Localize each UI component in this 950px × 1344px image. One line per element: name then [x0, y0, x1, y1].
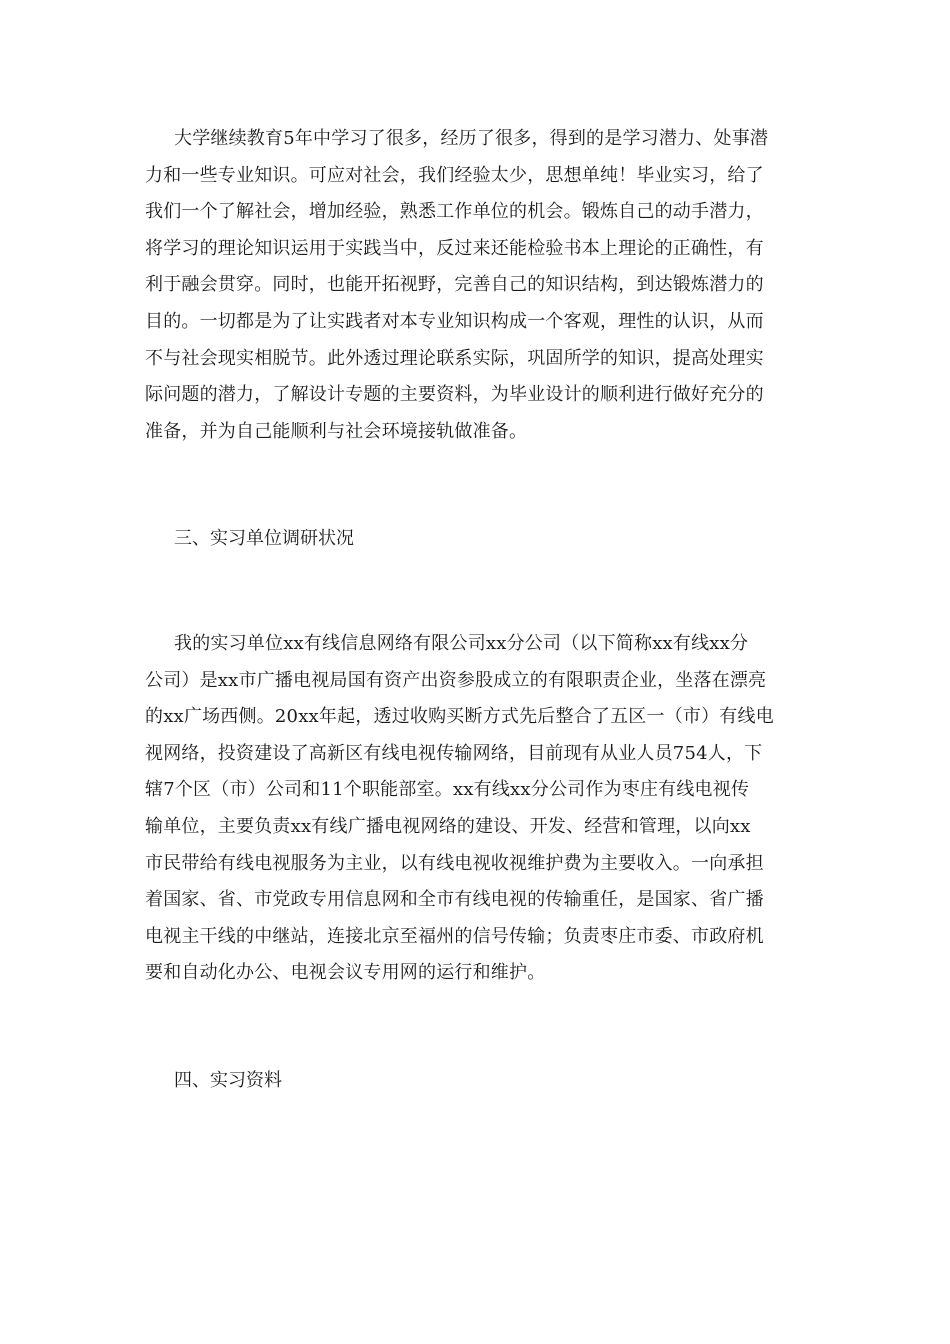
paragraph-line: 的xx广场西侧。20xx年起，透过收购买断方式先后整合了五区一（市）有线电	[145, 706, 774, 727]
paragraph-line: 辖7个区（市）公司和11个职能部室。xx有线xx分公司作为枣庄有线电视传	[145, 779, 750, 800]
paragraph-line: 视网络，投资建设了高新区有线电视传输网络，目前现有从业人员754人，下	[145, 743, 763, 764]
paragraph-line: 输单位，主要负责xx有线广播电视网络的建设、开发、经营和管理，以向xx	[145, 816, 751, 837]
paragraph-line: 力和一些专业知识。可应对社会，我们经验太少，思想单纯！毕业实习，给了	[145, 165, 764, 186]
paragraph-line: 大学继续教育5年中学习了很多，经历了很多，得到的是学习潜力、处事潜	[174, 128, 769, 149]
section-heading-4: 四、实习资料	[174, 1070, 282, 1091]
paragraph-line: 着国家、省、市党政专用信息网和全市有线电视的传输重任，是国家、省广播	[145, 889, 764, 910]
paragraph-line: 目的。一切都是为了让实践者对本专业知识构成一个客观，理性的认识，从而	[145, 311, 764, 332]
paragraph-line: 将学习的理论知识运用于实践当中，反过来还能检验书本上理论的正确性，有	[145, 238, 764, 259]
section-heading-3: 三、实习单位调研状况	[174, 528, 354, 549]
paragraph-line: 电视主干线的中继站，连接北京至福州的信号传输；负责枣庄市委、市政府机	[145, 926, 764, 947]
paragraph-line: 我们一个了解社会，增加经验，熟悉工作单位的机会。锻炼自己的动手潜力，	[145, 201, 764, 222]
paragraph-line: 要和自动化办公、电视会议专用网的运行和维护。	[145, 962, 546, 983]
paragraph-line: 际问题的潜力，了解设计专题的主要资料，为毕业设计的顺利进行做好充分的	[145, 384, 764, 405]
paragraph-line: 不与社会现实相脱节。此外透过理论联系实际，巩固所学的知识，提高处理实	[145, 348, 764, 369]
paragraph-line: 公司）是xx市广播电视局国有资产出资参股成立的有限职责企业，坐落在漂亮	[145, 670, 767, 691]
paragraph-line: 市民带给有线电视服务为主业，以有线电视收视维护费为主要收入。一向承担	[145, 853, 764, 874]
paragraph-line: 准备，并为自己能顺利与社会环境接轨做准备。	[145, 421, 528, 442]
paragraph-line: 我的实习单位xx有线信息网络有限公司xx分公司（以下简称xx有线xx分	[174, 633, 749, 654]
paragraph-line: 利于融会贯穿。同时，也能开拓视野，完善自己的知识结构，到达锻炼潜力的	[145, 274, 764, 295]
